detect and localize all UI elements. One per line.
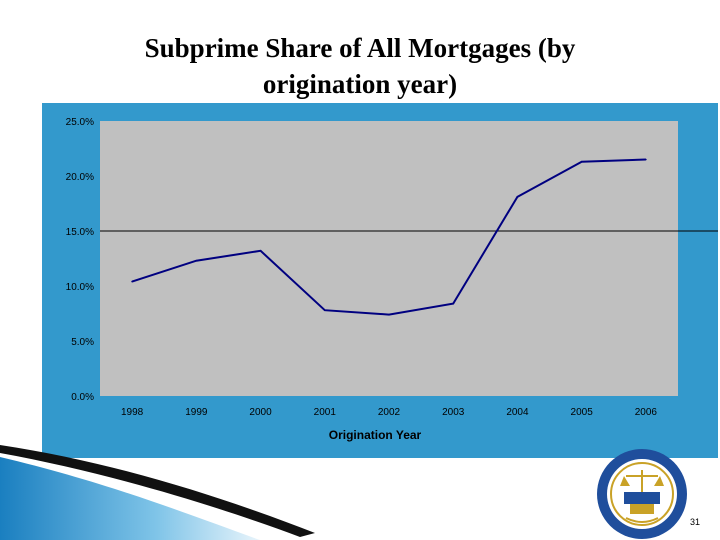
naacp-seal-logo (596, 448, 688, 540)
x-tick-label: 2002 (377, 407, 401, 418)
x-tick-label: 1999 (185, 407, 208, 418)
y-tick-label: 15.0% (65, 227, 94, 238)
data-point (645, 159, 647, 161)
data-point (196, 260, 198, 262)
data-point (131, 281, 133, 283)
data-point (581, 161, 583, 163)
x-tick-label: 2006 (634, 407, 658, 418)
y-tick-label: 0.0% (71, 392, 94, 403)
x-tick-label: 2003 (442, 407, 465, 418)
y-tick-label: 25.0% (65, 117, 94, 128)
y-tick-label: 5.0% (71, 337, 94, 348)
x-tick-label: 2000 (249, 407, 272, 418)
chart-panel (42, 103, 718, 458)
x-tick-label: 2004 (506, 407, 529, 418)
decorative-swoosh (0, 445, 320, 540)
y-tick-label: 20.0% (65, 172, 94, 183)
data-point (260, 250, 262, 252)
x-axis-ticks (121, 407, 657, 418)
y-tick-label: 10.0% (65, 282, 94, 293)
line-chart (42, 103, 718, 458)
data-point (452, 303, 454, 305)
data-point (517, 196, 519, 198)
slide-title-line-1: Subprime Share of All Mortgages (by (144, 33, 576, 63)
page-number: 31 (690, 517, 701, 527)
slide-title (60, 30, 660, 102)
y-axis-ticks (66, 117, 94, 403)
data-point (324, 309, 326, 311)
x-axis-label: Origination Year (328, 428, 422, 442)
slide-title-line-2: origination year) (262, 69, 458, 99)
x-tick-label: 1998 (120, 407, 144, 418)
data-point (388, 314, 390, 316)
x-tick-label: 2005 (570, 407, 593, 418)
x-tick-label: 2001 (313, 407, 336, 418)
